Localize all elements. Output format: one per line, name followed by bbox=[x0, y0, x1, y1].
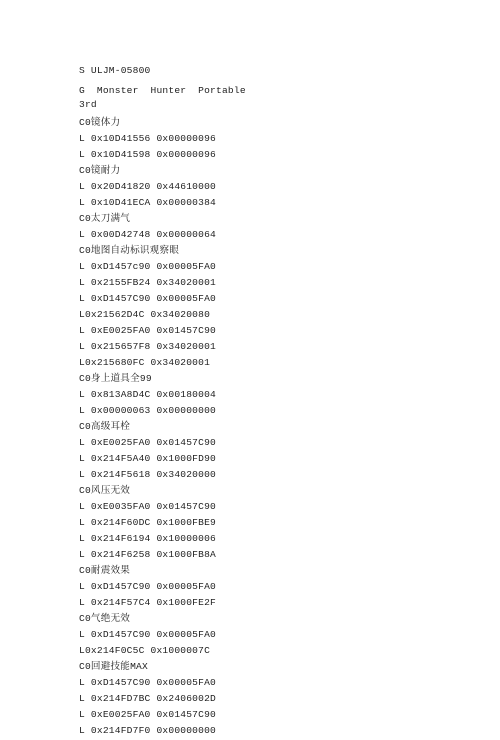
code-line: L 0x00000063 0x00000000 bbox=[79, 405, 217, 416]
cheat-name-wind-pressure: C0风压无效 bbox=[79, 485, 131, 496]
code-line: L 0xD1457C90 0x00005FA0 bbox=[79, 677, 217, 688]
code-line: L 0x10D41ECA 0x00000384 bbox=[79, 197, 217, 208]
game-title-line: G Monster Hunter Portable bbox=[79, 85, 246, 96]
game-title-line-continued: 3rd bbox=[79, 99, 97, 110]
cheat-name-stun-immunity: C0气绝无效 bbox=[79, 613, 131, 624]
code-line: L 0x00D42748 0x00000064 bbox=[79, 229, 217, 240]
code-line: L 0x214F6258 0x1000FB8A bbox=[79, 549, 217, 560]
cheat-name-items-99: C0身上道具全99 bbox=[79, 373, 152, 384]
code-line: L 0x214FD7F0 0x00000000 bbox=[79, 725, 217, 736]
code-line: L 0x10D41556 0x00000096 bbox=[79, 133, 217, 144]
code-line: L 0x214F60DC 0x1000FBE9 bbox=[79, 517, 217, 528]
code-line: L 0xE0025FA0 0x01457C90 bbox=[79, 709, 217, 720]
cheat-name-tremor-resist: C0耐震效果 bbox=[79, 565, 131, 576]
code-line: L 0x214F6194 0x10000006 bbox=[79, 533, 217, 544]
code-line: L 0x214F57C4 0x1000FE2F bbox=[79, 597, 217, 608]
code-line: L 0xD1457C90 0x00005FA0 bbox=[79, 293, 217, 304]
code-line: L 0xE0035FA0 0x01457C90 bbox=[79, 501, 217, 512]
cheat-code-document bbox=[79, 64, 409, 740]
cheat-name-stamina: C0镜耐力 bbox=[79, 165, 121, 176]
code-line: L 0x20D41820 0x44610000 bbox=[79, 181, 217, 192]
code-line: L0x214F0C5C 0x1000007C bbox=[79, 645, 211, 656]
cheat-name-longsword-gauge: C0太刀满气 bbox=[79, 213, 131, 224]
code-line: L 0xE0025FA0 0x01457C90 bbox=[79, 437, 217, 448]
code-line: L 0xD1457c90 0x00005FA0 bbox=[79, 261, 217, 272]
code-line: L 0x214F5618 0x34020000 bbox=[79, 469, 217, 480]
code-line: L0x21562D4C 0x34020080 bbox=[79, 309, 211, 320]
cheat-name-map-autotrack: C0地图自动标识观察眼 bbox=[79, 245, 180, 256]
cheat-name-evasion-max: C0回避技能MAX bbox=[79, 661, 148, 672]
code-line: L0x215680FC 0x34020001 bbox=[79, 357, 211, 368]
code-line: L 0x214F5A40 0x1000FD90 bbox=[79, 453, 217, 464]
game-id-line: S ULJM-05800 bbox=[79, 65, 151, 76]
code-line: L 0xD1457C90 0x00005FA0 bbox=[79, 581, 217, 592]
code-line: L 0xD1457C90 0x00005FA0 bbox=[79, 629, 217, 640]
code-line: L 0x214FD7BC 0x2406002D bbox=[79, 693, 217, 704]
code-line: L 0x2155FB24 0x34020001 bbox=[79, 277, 217, 288]
code-line: L 0x813A8D4C 0x00180004 bbox=[79, 389, 217, 400]
cheat-name-hg-earplugs: C0高级耳栓 bbox=[79, 421, 131, 432]
code-line: L 0xE0025FA0 0x01457C90 bbox=[79, 325, 217, 336]
code-line: L 0x215657F8 0x34020001 bbox=[79, 341, 217, 352]
cheat-name-health: C0镜体力 bbox=[79, 117, 121, 128]
code-line: L 0x10D41598 0x00000096 bbox=[79, 149, 217, 160]
